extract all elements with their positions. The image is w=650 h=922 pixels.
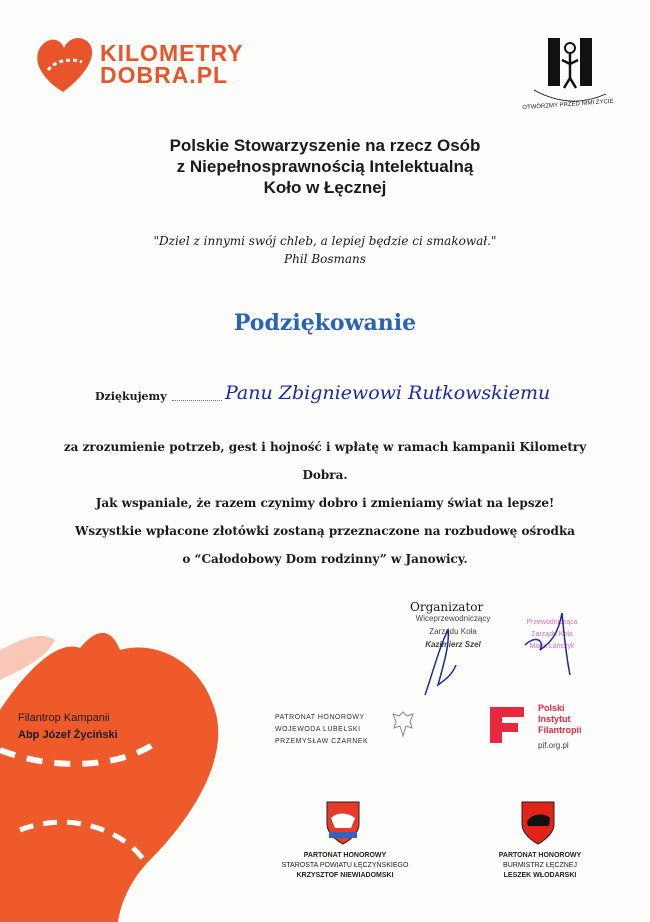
patronat-starosta-line-3: KRZYSZTOF NIEWIADOMSKI (296, 872, 394, 879)
recipient-name: Panu Zbigniewowi Rutkowskiemu (225, 382, 551, 404)
organization-title (100, 135, 550, 198)
stamp-name: Kazimierz Szel (425, 640, 481, 649)
patronat-burmistrz-line-1: PARTONAT HONOROWY (498, 852, 582, 859)
quote-text: "Dziel z innymi swój chleb, a lepiej będzie ci smakował." (153, 234, 497, 248)
quote-author: Phil Bosmans (284, 252, 366, 266)
logo-wordmark (100, 42, 244, 86)
filantrop-label: Filantrop Kampanii (18, 712, 110, 724)
thanks-label: Dziękujemy (95, 390, 167, 403)
body-line-4: o “Całodobowy Dom rodzinny” w Janowicy. (182, 552, 468, 566)
pif-name (538, 703, 582, 736)
patronat-wojewoda (275, 712, 368, 748)
powiat-crest-icon (323, 798, 363, 846)
emblem-caption: OTWÓRZMY PRZED NIMI ŻYCIE (522, 98, 614, 112)
patronat-wojewoda-line-1: PATRONAT HONOROWY (275, 714, 365, 721)
pif-line-1: Polski (538, 703, 565, 713)
org-line-1: Polskie Stowarzyszenie na rzecz Osób (169, 136, 481, 155)
patronat-wojewoda-line-3: PRZEMYSŁAW CZARNEK (275, 738, 369, 745)
org-line-3: Koło w Łęcznej (263, 178, 387, 197)
organizer-label: Organizator (410, 600, 484, 614)
polish-eagle-icon (390, 708, 416, 740)
gmina-crest-icon (518, 798, 558, 846)
logo-line-2: DOBRA.PL (100, 62, 229, 88)
pink-stamp-line-3: Maria Łańczyk (529, 643, 575, 650)
pif-logo-icon (488, 705, 526, 745)
body-line-2: Jak wspaniale, że razem czynimy dobro i zmieniamy świat na lepsze! (95, 496, 555, 510)
pink-stamp-line-2: Zarządu Koła (531, 631, 573, 638)
stamp-line-1: Wiceprzewodniczący (415, 614, 491, 623)
patronat-burmistrz-line-2: BURMISTRZ ŁĘCZNEJ (503, 862, 577, 869)
patronat-starosta-line-1: PARTONAT HONOROWY (303, 852, 387, 859)
pif-line-3: Filantropii (538, 725, 582, 735)
pif-url: pif.org.pl (538, 741, 569, 750)
filantrop-block (18, 710, 118, 744)
patronat-burmistrz (460, 851, 620, 881)
body-text (40, 433, 610, 573)
dotted-line (172, 400, 222, 401)
filantrop-name: Abp Józef Życiński (18, 729, 118, 741)
certificate-heading: Podziękowanie (233, 310, 417, 336)
stamp-line-2: Zarządu Koła (429, 627, 477, 636)
quote (100, 232, 550, 268)
heart-road-logo-icon (37, 38, 92, 92)
body-line-3: Wszystkie wpłacone złotówki zostaną przeznaczone na rozbudowę ośrodka (74, 524, 576, 538)
logo-line-1: KILOMETRY (100, 40, 244, 66)
patronat-starosta-line-2: STAROSTA POWIATU ŁĘCZYŃSKIEGO (281, 862, 409, 869)
patronat-burmistrz-line-3: LESZEK WŁODARSKI (503, 872, 577, 879)
patronat-wojewoda-line-2: WOJEWODA LUBELSKI (275, 726, 361, 733)
org-line-2: z Niepełnosprawnością Intelektualną (176, 157, 474, 176)
signature-left (420, 625, 460, 700)
pink-stamp-line-1: Przewodnicząca (526, 619, 578, 626)
body-line-1: za zrozumienie potrzeb, gest i hojność i wpłatę w ramach kampanii Kilometry Dobra. (63, 440, 587, 482)
pif-line-2: Instytut (538, 714, 571, 724)
signature-right (520, 605, 580, 680)
patronat-starosta (245, 851, 445, 881)
